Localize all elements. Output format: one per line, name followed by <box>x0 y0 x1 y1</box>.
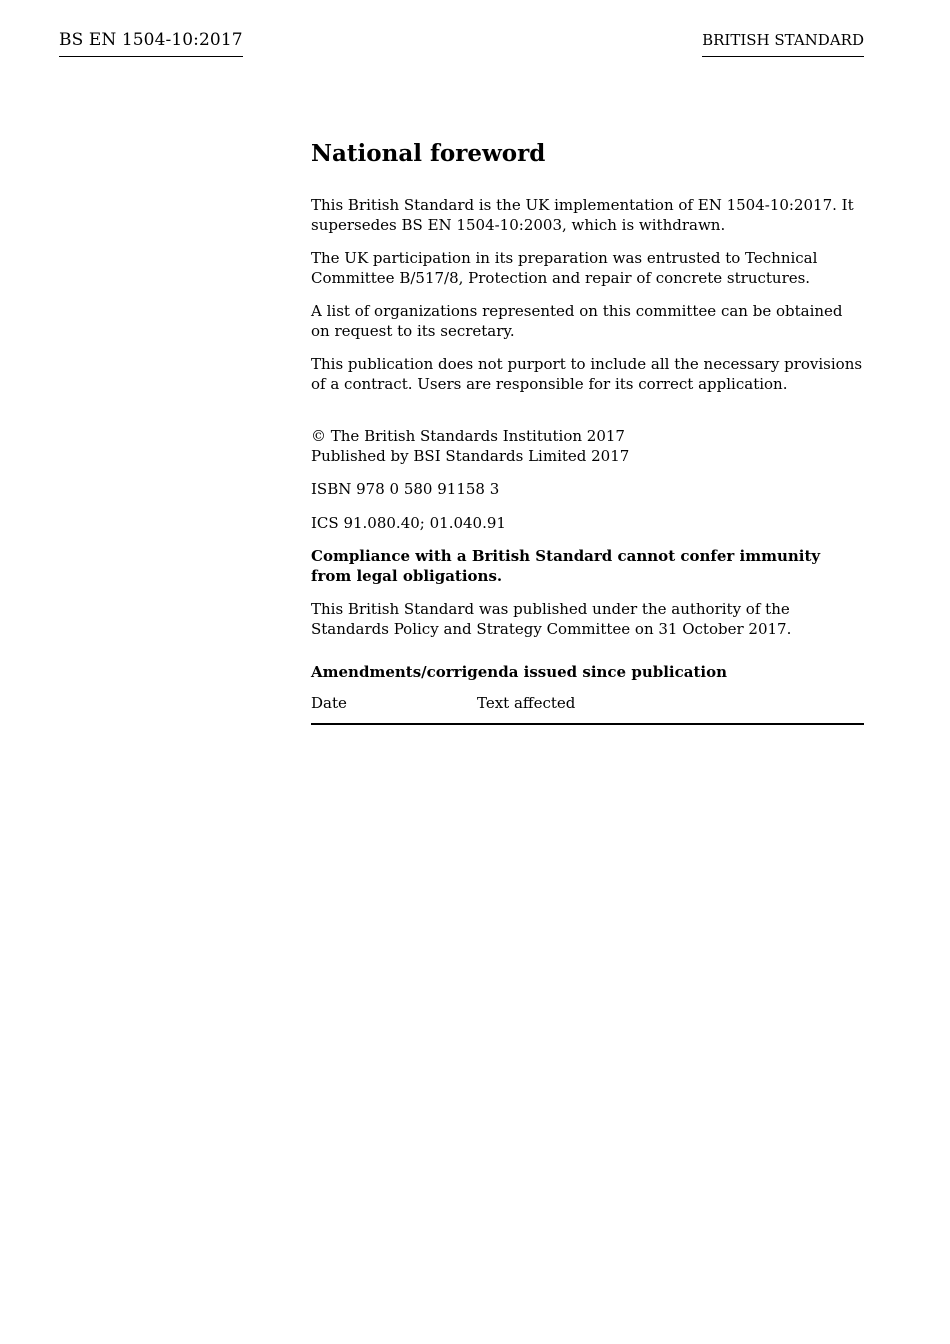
series-label: BRITISH STANDARD <box>702 31 864 57</box>
copyright-line: © The British Standards Institution 2017 <box>311 427 625 445</box>
page-title: National foreword <box>311 140 546 167</box>
column-date: Date <box>311 693 347 712</box>
ics-line: ICS 91.080.40; 01.040.91 <box>311 513 506 532</box>
compliance-statement: Compliance with a British Standard cannot confer immunity from legal obligations. <box>311 547 821 585</box>
publisher-line: Published by BSI Standards Limited 2017 <box>311 446 630 465</box>
amendments-table-header <box>311 694 864 726</box>
isbn-line: ISBN 978 0 580 91158 3 <box>311 480 500 498</box>
foreword-paragraph-1: This British Standard is the UK implementation of EN 1504-10:2017. It supersedes BS EN 1504-10:2003, which is withdrawn. <box>311 196 854 234</box>
foreword-paragraph-4: This publication does not purport to include all the necessary provisions of a contract. Users are responsible for its correct application. <box>311 355 863 393</box>
foreword-section <box>311 138 864 725</box>
amendments-title: Amendments/corrigenda issued since publication <box>311 663 727 681</box>
column-text-affected: Text affected <box>477 693 576 712</box>
authority-statement: This British Standard was published under the authority of the Standards Policy and Strategy Committee on 31 October 2017. <box>311 600 792 638</box>
foreword-paragraph-3: A list of organizations represented on this committee can be obtained on request to its secretary. <box>311 302 843 340</box>
document-id: BS EN 1504-10:2017 <box>59 30 243 57</box>
foreword-paragraph-2: The UK participation in its preparation was entrusted to Technical Committee B/517/8, Protection and repair of concrete structures. <box>311 249 818 287</box>
